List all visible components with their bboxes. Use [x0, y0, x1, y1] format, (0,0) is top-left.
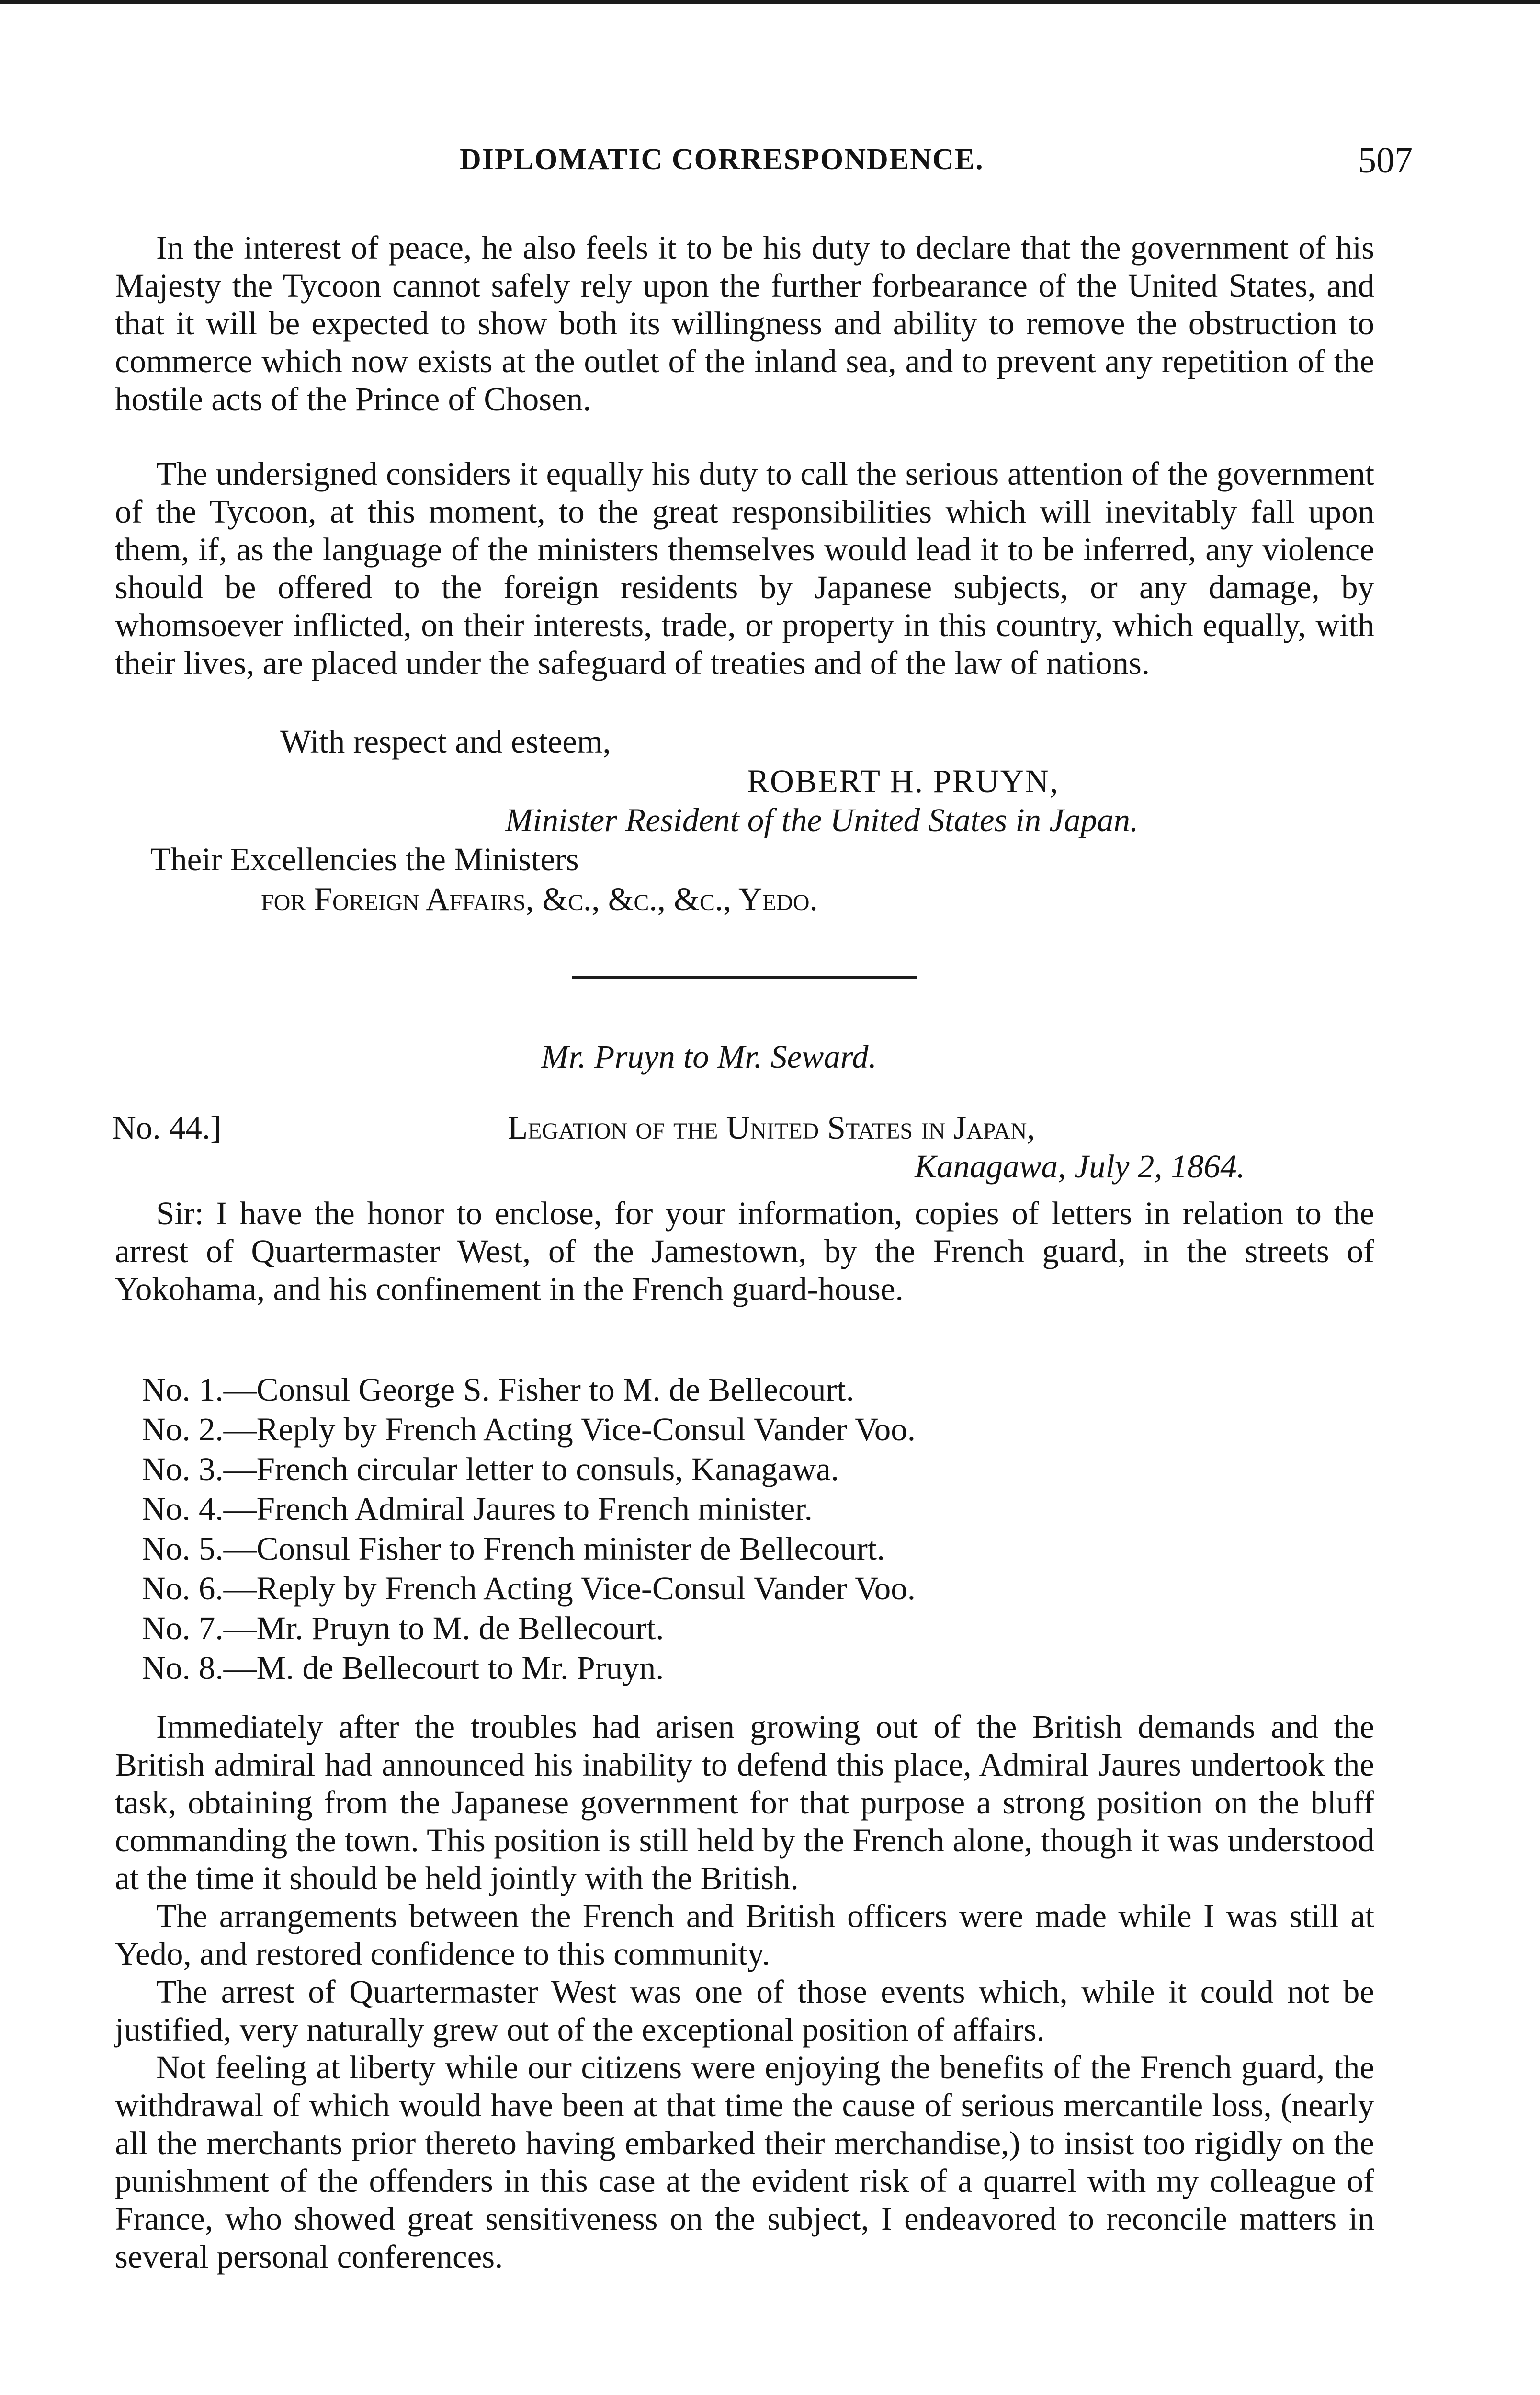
list-item: No. 1.—Consul George S. Fisher to M. de Bellecourt.: [142, 1371, 854, 1408]
dispatch-intro: [115, 1195, 1374, 1308]
paragraph: Sir: I have the honor to enclose, for your information, copies of letters in relation to the arrest of Quartermaster West, of the Jamestown, by the French guard, in the streets of Yokohama, and his confinement in the French guard-house.: [115, 1195, 1374, 1307]
letter-signer: ROBERT H. PRUYN,: [747, 763, 1059, 799]
dispatch-heading: Mr. Pruyn to Mr. Seward.: [541, 1038, 877, 1075]
section-divider: [572, 976, 917, 979]
list-item: No. 7.—Mr. Pruyn to M. de Bellecourt.: [142, 1610, 664, 1646]
letter-paragraph-1: [115, 229, 1374, 418]
paragraph: Not feeling at liberty while our citizens were enjoying the benefits of the French guard, the withdrawal of which would have been at that time the cause of serious mercantile loss, (nearly all the merchants prior thereto having embarked their merchandise,) to insist too rigidly on the punishment of the offenders in this case at the evident risk of a quarrel with my colleague of France, who showed great sensitiveness on the subject, I endeavored to reconcile matters in several personal conferences.: [115, 2049, 1374, 2275]
running-title: DIPLOMATIC CORRESPONDENCE.: [460, 143, 984, 176]
paragraph: Immediately after the troubles had arisen growing out of the British demands and the British admiral had announced his inability to defend this place, Admiral Jaures undertook the task, obtaining from the Japanese government for that purpose a strong position on the bluff commanding the town. This position is still held by the French alone, though it was understood at the time it should be held jointly with the British.: [115, 1709, 1374, 1896]
dispatch-number: No. 44.]: [112, 1109, 222, 1146]
paragraph: The arrangements between the French and British officers were made while I was still at Yedo, and restored confidence to this community.: [115, 1898, 1374, 1972]
page-header: [460, 140, 1413, 193]
letter-paragraph-2: [115, 455, 1374, 682]
list-item: No. 4.—French Admiral Jaures to French minister.: [142, 1491, 813, 1527]
list-item: No. 6.—Reply by French Acting Vice-Consul Vander Voo.: [142, 1570, 916, 1607]
paragraph: The undersigned considers it equally his duty to call the serious attention of the government of the Tycoon, at this moment, to the great responsibilities which will inevitably fall upon them, if, as the language of the ministers themselves would lead it to be inferred, any violence should be offered to the foreign residents by Japanese subjects, or any damage, by whomsoever inflicted, on their interests, trade, or property in this country, which equally, with their lives, are placed under the safeguard of treaties and of the law of nations.: [115, 456, 1374, 681]
list-item: No. 8.—M. de Bellecourt to Mr. Pruyn.: [142, 1650, 664, 1686]
top-border: [0, 0, 1540, 4]
paragraph: The arrest of Quartermaster West was one of those events which, while it could not be justified, very naturally grew out of the exceptional position of affairs.: [115, 1973, 1374, 2048]
addressee-line-2: for Foreign Affairs, &c., &c., &c., Yedo.: [261, 881, 818, 917]
letter-closing: With respect and esteem,: [280, 723, 611, 760]
legation-line: Legation of the United States in Japan,: [508, 1109, 1035, 1146]
dispatch-body: [115, 1708, 1374, 2276]
signer-title: Minister Resident of the United States in Japan.: [505, 802, 1139, 838]
dispatch-dateline: Kanagawa, July 2, 1864.: [915, 1148, 1245, 1185]
enclosure-list: [142, 1370, 916, 1688]
list-item: No. 5.—Consul Fisher to French minister de Bellecourt.: [142, 1530, 885, 1567]
list-item: No. 3.—French circular letter to consuls, Kanagawa.: [142, 1451, 839, 1487]
addressee-line-1: Their Excellencies the Ministers: [150, 841, 579, 878]
list-item: No. 2.—Reply by French Acting Vice-Consul Vander Voo.: [142, 1411, 916, 1448]
page-number: 507: [1358, 140, 1413, 181]
paragraph: In the interest of peace, he also feels it to be his duty to declare that the government of his Majesty the Tycoon cannot safely rely upon the further forbearance of the United States, and that it will be expected to show both its willingness and ability to remove the obstruction to commerce which now exists at the outlet of the inland sea, and to prevent any repetition of the hostile acts of the Prince of Chosen.: [115, 229, 1374, 417]
